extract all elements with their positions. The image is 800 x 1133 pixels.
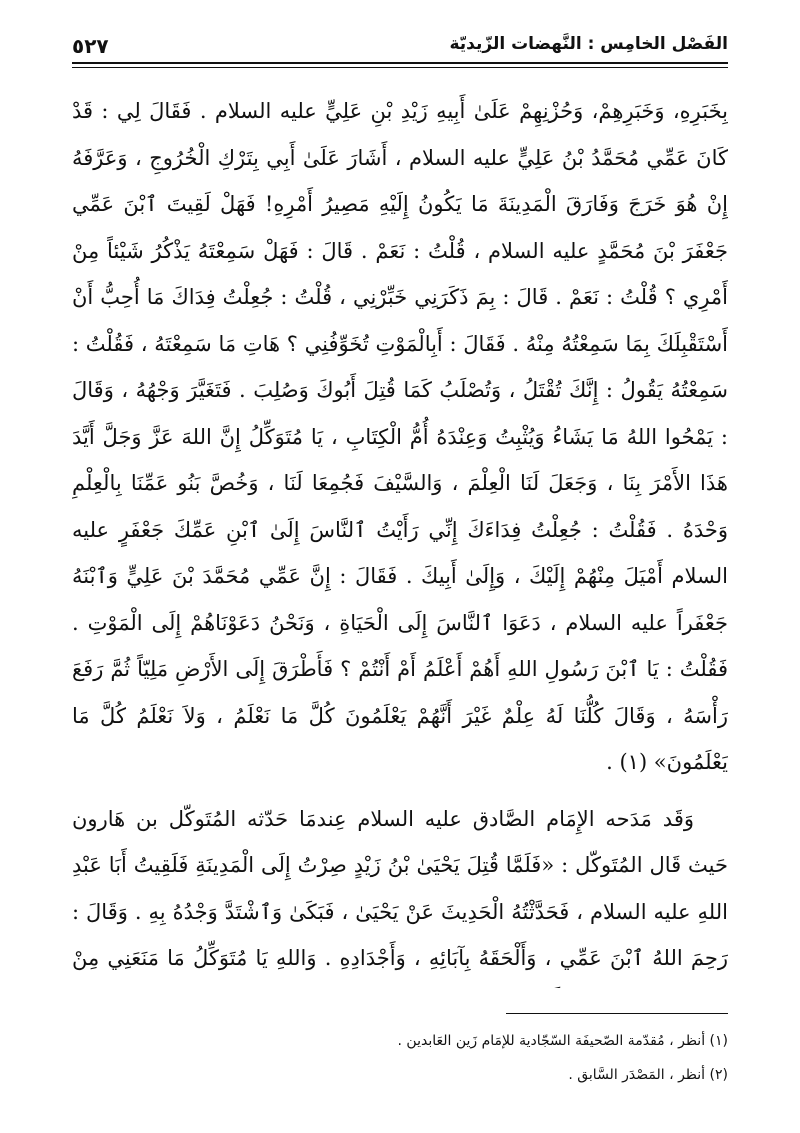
footnote: (١) أنظر ، مُقدّمة الصّحيفَة السّجّادية للإمَام زَين العَابدين . [397, 1033, 728, 1049]
footnotes [72, 1024, 728, 1092]
footnote-separator [506, 1013, 728, 1014]
main-text [72, 88, 728, 988]
footnote: (٢) أنظر ، المَصْدَر السَّابق . [568, 1067, 728, 1083]
running-title: الفَصْل الخامِس : النَّهضات الزّيديّة [449, 34, 728, 54]
page-header [72, 28, 728, 68]
page-number: ٥٢٧ [72, 34, 109, 58]
header-rule-secondary [72, 67, 728, 68]
paragraph: وَقَد مَدَحه الإِمَام الصَّادق عليه السلام عِندمَا حَدّثه المُتَوكّل بن هَارون حَيث قَال المُتَوكّل : «فَلَمَّا قُتِلَ يَحْيَىٰ بْنُ زَيْدٍ صِرْتُ إِلَى الْمَدِينَةِ فَلَقِيتُ أَبَا عَبْدِ اللهِ عليه السلام ، فَحَدَّثْتُهُ الْحَدِيثَ عَنْ يَحْيَىٰ ، فَبَكَىٰ وَٱشْتَدَّ وَجْدُهُ بِهِ . وَقَالَ : رَحِمَ اللهُ ٱبْنَ عَمِّي ، وَأَلْحَقَهُ بِآبَائِهِ ، وَأَجْدَادِهِ . وَاللهِ يَا مُتَوَكِّلُ مَا مَنَعَنِي مِنْ [72, 806, 728, 970]
header-rule [72, 62, 728, 64]
paragraph: بِخَبَرِهِ، وَخَبَرِهِمْ، وَحُزْنِهِمْ عَلَىٰ أَبِيهِ زَيْدِ بْنِ عَلِيٍّ عليه السلام . فَقَالَ لِي : قَدْ كَانَ عَمِّي مُحَمَّدُ بْنُ عَلِيٍّ عليه السلام ، أَشَارَ عَلَىٰ أَبِي بِتَرْكِ الْخُرُوجِ ، وَعَرَّفَهُ إِنْ هُوَ خَرَجَ وَفَارَقَ الْمَدِينَةَ مَا يَكُونُ إِلَيْهِ مَصِيرُ أَمْرِهِ! فَهَلْ لَقِيتَ ٱبْنَ عَمِّي جَعْفَرَ بْنَ مُحَمَّدٍ عليه السلام ، قُلْتُ : نَعَمْ . قَالَ : فَهَلْ سَمِعْتَهُ يَذْكُرُ شَيْئاً مِنْ أَمْرِي ؟ قُلْتُ : نَعَمْ . قَالَ : بِمَ ذَكَرَنِي خَبِّرْنِي ، قُلْتُ : جُعِلْتُ فِدَاكَ مَا أُحِبُّ أَنْ أَسْتَقْبِلَكَ بِمَا سَمِعْتُهُ مِنْهُ . فَقَالَ : أَبِالْمَوْتِ تُخَوِّفُنِي ؟ هَاتِ مَا سَمِعْتَهُ ، فَقُلْتُ : سَمِعْتُهُ يَقُولُ : إِنَّكَ تُقْتَلُ ، وَتُصْلَبُ كَمَا قُتِلَ أَبُوكَ وَصُلِبَ . فَتَغَيَّرَ وَجْهُهُ ، وَقَالَ : يَمْحُوا اللهُ مَا يَشَاءُ وَيُثْبِتُ وَعِنْدَهُ أُمُّ الْكِتَابِ ، يَا مُتَوَكِّلُ إِنَّ اللهَ عَزَّ وَجَلَّ أَيَّدَ هَذَا الأَمْرَ بِنَا ، وَجَعَلَ لَنَا الْعِلْمَ ، وَالسَّيْفَ فَجُمِعَا لَنَا ، وَخُصَّ بَنُو عَمِّنَا بِالْعِلْمِ وَحْدَهُ . فَقُلْتُ : جُعِلْتُ فِدَاءَكَ إِنِّي رَأَيْتُ ٱلنَّاسَ إِلَىٰ ٱبْنِ عَمِّكَ جَعْفَرٍ عليه السلام أَمْيَلَ مِنْهُمْ إِلَيْكَ ، وَإِلَىٰ أَبِيكَ . فَقَالَ : إِنَّ عَمِّي مُحَمَّدَ بْنَ عَلِيٍّ وَٱبْنَهُ جَعْفَراً عليه السلام ، دَعَوَا ٱلنَّاسَ إِلَى الْحَيَاةِ ، وَنَحْنُ دَعَوْنَاهُمْ إِلَى الْمَوْتِ . فَقُلْتُ : يَا ٱبْنَ رَسُولِ اللهِ أَهُمْ أَعْلَمُ أَمْ أَنْتُمْ ؟ فَأَطْرَقَ إِلَى الأَرْضِ مَلِيّاً ثُمَّ رَفَعَ رَأْسَهُ ، وَقَالَ كُلُّنَا لَهُ عِلْمٌ غَيْرَ أَنَّهُمْ يَعْلَمُونَ كُلَّ مَا نَعْلَمُ ، وَلاَ نَعْلَمُ كُلَّ مَا يَعْلَمُونَ» (١) . [72, 99, 728, 774]
